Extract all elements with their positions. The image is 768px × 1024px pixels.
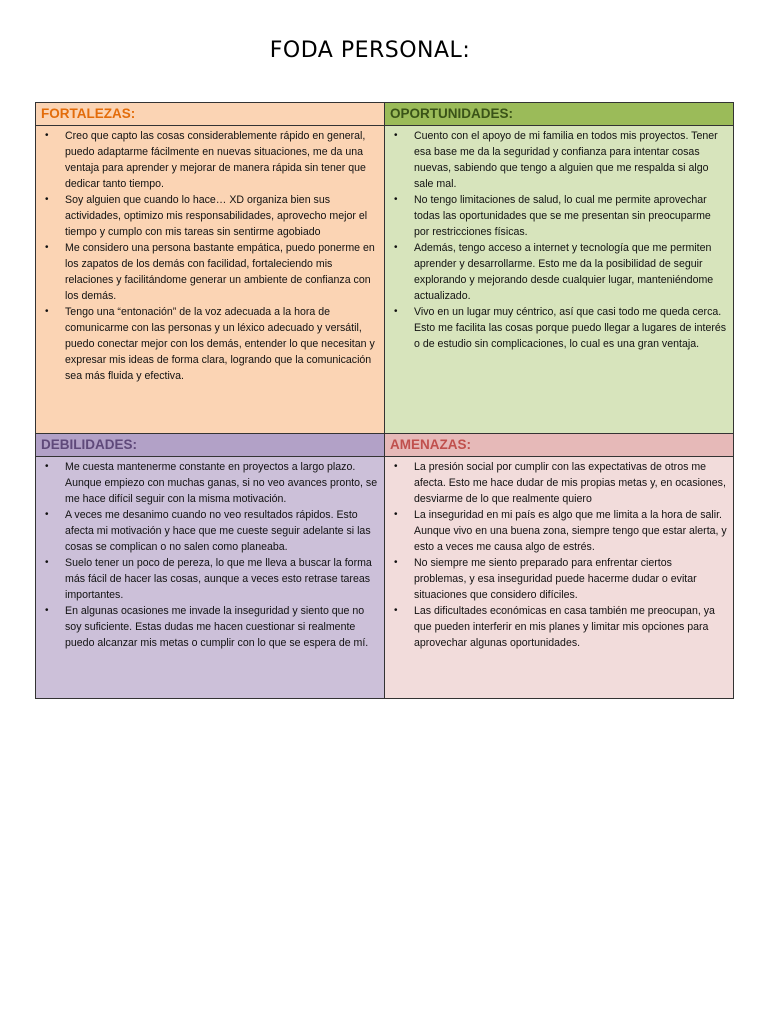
amenazas-list [389,459,727,651]
list-item: • Cuento con el apoyo de mi familia en todos mis proyectos. Tener esa base me da la seguridad y confianza para intentar cosas nuevas, sabiendo que tengo a alguien que me respalda si algo sale mal. [389,128,727,192]
list-item: • A veces me desanimo cuando no veo resultados rápidos. Esto afecta mi motivación y hace que me cueste seguir adelante si las cosas se complican o no salen como planeaba. [40,507,378,555]
fortalezas-list [40,128,378,384]
debilidades-heading: DEBILIDADES: [36,434,385,457]
fortalezas-heading: FORTALEZAS: [36,103,385,126]
list-item: • Las dificultades económicas en casa también me preocupan, ya que pueden interferir en mis planes y limitar mis opciones para aprovechar algunas oportunidades. [389,603,727,651]
amenazas-cell [385,457,734,699]
list-item: • Además, tengo acceso a internet y tecnología que me permiten aprender y desarrollarme. Esto me da la posibilidad de seguir explorando y mejorando desde cualquier lugar, manteniéndome actualizado. [389,240,727,304]
list-item: • No tengo limitaciones de salud, lo cual me permite aprovechar todas las oportunidades que se me presentan sin preocuparme por restricciones físicas. [389,192,727,240]
list-item: • Me cuesta mantenerme constante en proyectos a largo plazo. Aunque empiezo con muchas ganas, si no veo avances pronto, se me hace difícil seguir con la misma motivación. [40,459,378,507]
list-item: • La presión social por cumplir con las expectativas de otros me afecta. Esto me hace dudar de mis propias metas y, en ocasiones, desviarme de lo que realmente quiero [389,459,727,507]
oportunidades-heading: OPORTUNIDADES: [385,103,734,126]
fortalezas-cell [36,126,385,434]
oportunidades-list [389,128,727,352]
list-item: • Tengo una “entonación” de la voz adecuada a la hora de comunicarme con las personas y un léxico adecuado y versátil, puedo conectar mejor con los demás, entender lo que necesitan y expresar mis ideas de forma clara, logrando que la comunicación sea más fluida y efectiva. [40,304,378,384]
list-item: • Me considero una persona bastante empática, puedo ponerme en los zapatos de los demás con facilidad, fortaleciendo mis relaciones y facilitándome generar un ambiente de confianza con los demás. [40,240,378,304]
oportunidades-cell [385,126,734,434]
list-item: • Creo que capto las cosas considerablemente rápido en general, puedo adaptarme fácilmente en nuevas situaciones, me da una ventaja para aprender y mejorar de manera rápida sin tener que dedicar tanto tiempo. [40,128,378,192]
page-title: FODA PERSONAL: [269,38,471,63]
amenazas-heading: AMENAZAS: [385,434,734,457]
list-item: • Suelo tener un poco de pereza, lo que me lleva a buscar la forma más fácil de hacer las cosas, aunque a veces esto retrase tareas importantes. [40,555,378,603]
debilidades-cell [36,457,385,699]
list-item: • Vivo en un lugar muy céntrico, así que casi todo me queda cerca. Esto me facilita las cosas porque puedo llegar a lugares de interés o de estudio sin complicaciones, lo cual es una gran ventaja. [389,304,727,352]
debilidades-list [40,459,378,651]
list-item: • No siempre me siento preparado para enfrentar ciertos problemas, y esa inseguridad puede hacerme dudar o evitar situaciones que considero difíciles. [389,555,727,603]
foda-table [35,102,734,699]
list-item: • La inseguridad en mi país es algo que me limita a la hora de salir. Aunque vivo en una buena zona, siempre tengo que estar alerta, y esto a veces me causa algo de estrés. [389,507,727,555]
list-item: • En algunas ocasiones me invade la inseguridad y siento que no soy suficiente. Estas dudas me hacen cuestionar si realmente puedo alcanzar mis metas o cumplir con lo que se espera de mí. [40,603,378,651]
list-item: • Soy alguien que cuando lo hace… XD organiza bien sus actividades, optimizo mis responsabilidades, aprovecho mejor el tiempo y cumplo con mis tareas sin sentirme agobiado [40,192,378,240]
